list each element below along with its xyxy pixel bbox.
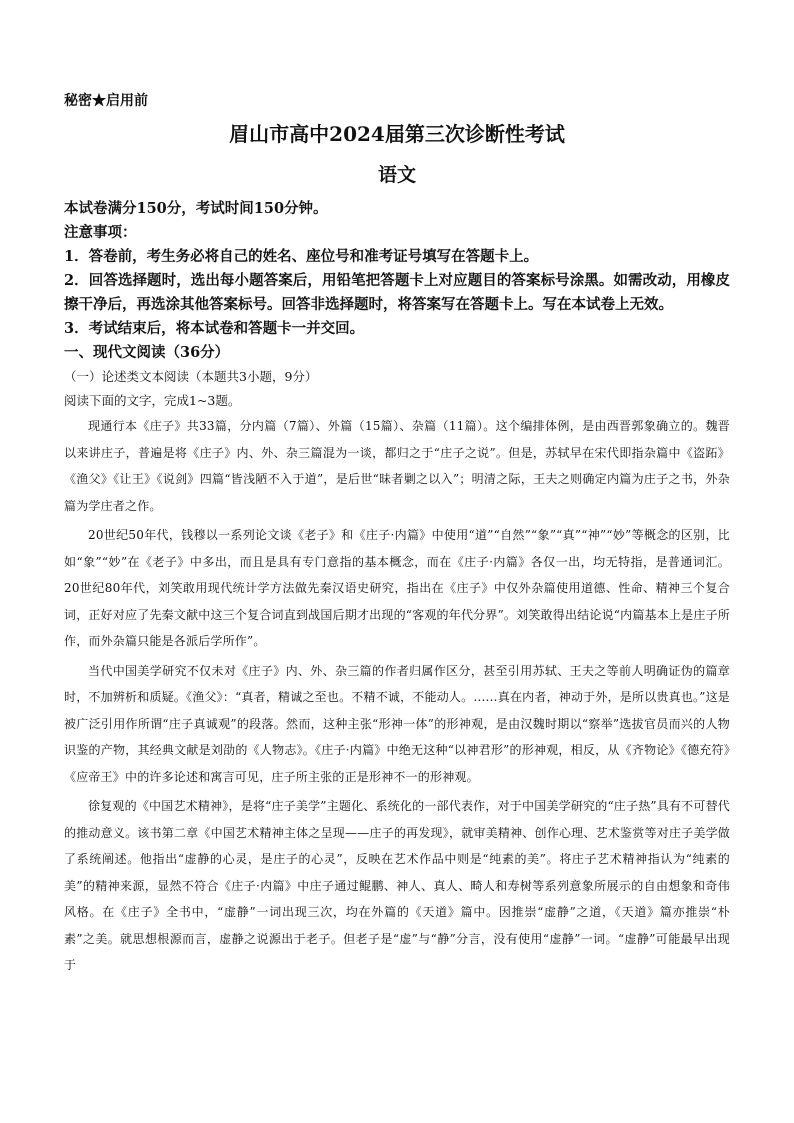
passage-paragraph: 当代中国美学研究不仅未对《庄子》内、外、杂三篇的作者归属作区分，甚至引用苏轼、王夫之等前人明确证伪的篇章时，不加辨析和质疑。《渔父》：“真者，精诚之至也。不精不诚，不能动人。……真在内者，神动于外，是所以贵真也。”这是被广泛引用作所谓“庄子真诚观”的段落。然而，这种主张“形神一体”的形神观，是由汉魏时期以“察举”选拔官员而兴的人物识鉴的产物，其经典文献是刘劭的《人物志》。《庄子·内篇》中绝无这种“以神君形”的形神观，相反，从《齐物论》《德充符》《应帝王》中的许多论述和寓言可见，庄子所主张的正是形神不一的形神观。: [64, 663, 730, 784]
confidential-label: 秘密★启用前: [64, 93, 148, 109]
subsection-title: （一）论述类文本阅读（本题共3小题，9分）: [64, 369, 318, 384]
notice-heading: 注意事项：: [64, 224, 137, 241]
score-line: 本试卷满分150分，考试时间150分钟。: [64, 200, 328, 217]
passage-paragraph: 徐复观的《中国艺术精神》，是将“庄子美学”主题化、系统化的一部代表作，对于中国美学研究的“庄子热”具有不可替代的推动意义。该书第二章《中国艺术精神主体之呈现——庄子的再发现》，就审美精神、创作心理、艺术鉴赏等对庄子美学做了系统阐述。他指出“虚静的心灵，是庄子的心灵”，反映在艺术作品中则是“纯素的美”。将庄子艺术精神指认为“纯素的美”的精神来源，显然不符合《庄子·内篇》中庄子通过鲲鹏、神人、真人、畸人和寿树等系列意象所展示的自由想象和奇伟风格。在《庄子》全书中，“虚静”一词出现三次，均在外篇的《天道》篇中。因推崇“虚静”之道，《天道》篇亦推崇“朴素”之美。就思想根源而言，虚静之说源出于老子。但老子是“虚”与“静”分言，没有使用“虚静”一词。“虚静”可能最早出现于: [64, 799, 730, 972]
exam-content: [64, 197, 730, 979]
notice-item: 2．回答选择题时，选出每小题答案后，用铅笔把答题卡上对应题目的答案标号涂黑。如需改动，用橡皮擦干净后，再选涂其他答案标号。回答非选择题时，将答案写在答题卡上。写在本试卷上无效。: [64, 272, 730, 313]
exam-title: 眉山市高中2024届第三次诊断性考试: [229, 122, 565, 146]
passage-paragraph: 现通行本《庄子》共33篇，分内篇（7篇）、外篇（15篇）、杂篇（11篇）。这个编排体例，是由西晋郭象确立的。魏晋以来讲庄子，普遍是将《庄子》内、外、杂三篇混为一谈，都归之于“庄子之说”。但是，苏轼早在宋代即指杂篇中《盗跖》《渔父》《让王》《说剑》四篇“皆浅陋不入于道”，是后世“昧者剿之以入”；明清之际，王夫之则确定内篇为庄子之书，外杂篇为学庄者之作。: [64, 419, 730, 513]
subject-title: 语文: [377, 164, 416, 186]
exam-notice: [64, 197, 730, 341]
passage-paragraph: 20世纪50年代，钱穆以一系列论文谈《老子》和《庄子·内篇》中使用“道”“自然”“象”“真”“神”“妙”等概念的区别，比如“象”“妙”在《老子》中多出，而且是具有专门意指的基本概念，而在《庄子·内篇》各仅一出，均无特指，是普通词汇。20世纪80年代，刘笑敢用现代统计学方法做先秦汉语史研究，指出在《庄子》中仅外杂篇使用道德、性命、精神三个复合词，正好对应了先秦文献中这三个复合词直到战国后期才出现的“客观的年代分界”。刘笑敢得出结论说“内篇基本上是庄子所作，而外杂篇只能是各派后学所作”。: [64, 528, 730, 648]
reading-instruction: 阅读下面的文字，完成1~3题。: [64, 393, 241, 408]
notice-item: 3．考试结束后，将本试卷和答题卡一并交回。: [64, 320, 365, 337]
reading-passage: [64, 413, 730, 979]
section-title: 一、现代文阅读（36分）: [64, 344, 230, 361]
notice-item: 1．答卷前，考生务必将自己的姓名、座位号和准考证号填写在答题卡上。: [64, 248, 539, 265]
